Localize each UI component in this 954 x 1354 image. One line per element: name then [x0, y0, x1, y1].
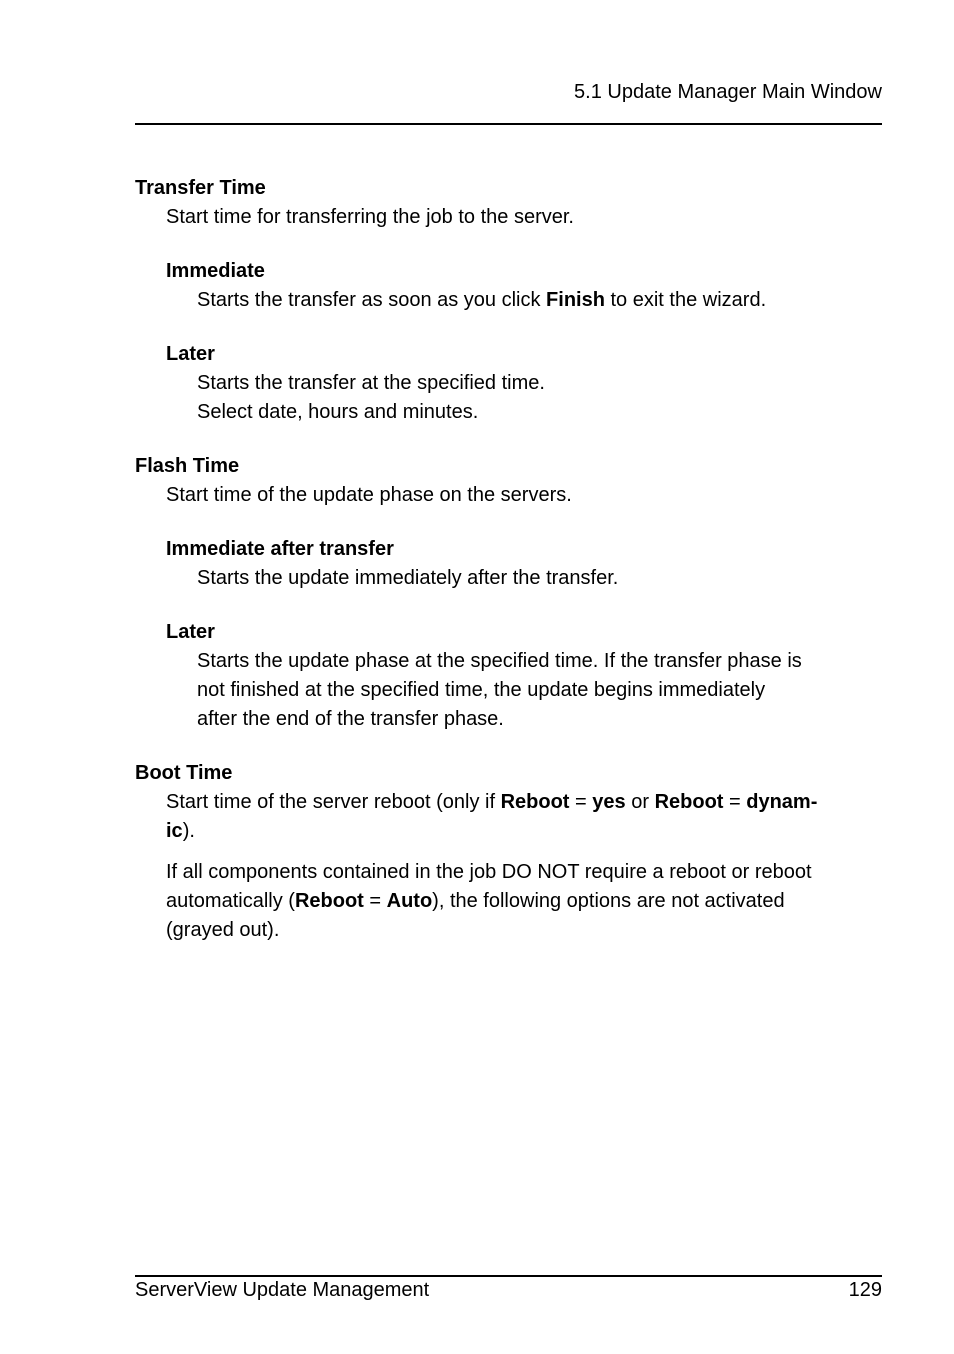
- boot-p1-line-1: [166, 788, 882, 817]
- running-header: [135, 78, 882, 106]
- flash-later-line-2: not finished at the specified time, the update begins immediately: [197, 679, 766, 701]
- flash-time-entry: [135, 452, 882, 734]
- boot-p2-text-1: automatically (: [166, 890, 295, 912]
- transfer-later-line-1: Starts the transfer at the specified time.: [197, 372, 545, 394]
- boot-p2-line-1: If all components contained in the job DO NOT require a reboot or reboot: [166, 861, 812, 883]
- reboot-keyword: Reboot: [294, 890, 364, 912]
- boot-time-entry: [135, 759, 882, 945]
- boot-time-paragraph-1: [166, 788, 882, 846]
- boot-p1-text-5: ).: [182, 820, 195, 842]
- flash-later-line-1: Starts the update phase at the specified time. If the transfer phase is: [197, 650, 802, 672]
- transfer-time-entry: [135, 174, 882, 427]
- transfer-immediate-term: Immediate: [166, 260, 265, 282]
- boot-p1-text-4: =: [723, 791, 747, 813]
- page-content: [135, 174, 882, 945]
- dynamic-keyword-part-2: ic: [166, 820, 183, 842]
- boot-p1-line-2: [166, 817, 882, 846]
- boot-p2-text-3: ), the following options are not activated: [432, 890, 785, 912]
- transfer-immediate-text-2: to exit the wizard.: [604, 289, 767, 311]
- transfer-immediate-description: [197, 286, 882, 315]
- flash-immediate-term: Immediate after transfer: [166, 538, 394, 560]
- reboot-keyword: Reboot: [654, 791, 724, 813]
- yes-keyword: yes: [592, 791, 626, 813]
- boot-p1-text-3: or: [625, 791, 655, 813]
- boot-p1-text-2: =: [569, 791, 593, 813]
- page-number: 129: [848, 1279, 882, 1301]
- flash-time-description: Start time of the update phase on the servers.: [166, 484, 572, 506]
- boot-p2-line-3: (grayed out).: [166, 919, 280, 941]
- transfer-immediate-text-1: Starts the transfer as soon as you click: [197, 289, 547, 311]
- flash-later-term: Later: [166, 621, 215, 643]
- dynamic-keyword-part-1: dynam-: [746, 791, 818, 813]
- document-title: ServerView Update Management: [135, 1279, 430, 1301]
- boot-time-paragraph-2: [166, 858, 882, 945]
- boot-p1-text-1: Start time of the server reboot (only if: [166, 791, 501, 813]
- flash-later-line-3: after the end of the transfer phase.: [197, 708, 504, 730]
- boot-p2-text-2: =: [363, 890, 387, 912]
- auto-keyword: Auto: [386, 890, 433, 912]
- reboot-keyword: Reboot: [500, 791, 570, 813]
- section-title: 5.1 Update Manager Main Window: [574, 81, 882, 103]
- flash-time-term: Flash Time: [135, 455, 240, 477]
- transfer-later-term: Later: [166, 343, 215, 365]
- transfer-later-line-2: Select date, hours and minutes.: [197, 401, 479, 423]
- header-rule: [135, 123, 882, 125]
- flash-immediate-description: Starts the update immediately after the transfer.: [197, 567, 619, 589]
- running-footer: [135, 1276, 882, 1304]
- finish-keyword: Finish: [546, 289, 605, 311]
- boot-p2-line-2: [166, 887, 882, 916]
- transfer-time-term: Transfer Time: [135, 177, 266, 199]
- boot-time-term: Boot Time: [135, 762, 233, 784]
- flash-later-description: [197, 647, 882, 734]
- transfer-time-description: Start time for transferring the job to the server.: [166, 206, 574, 228]
